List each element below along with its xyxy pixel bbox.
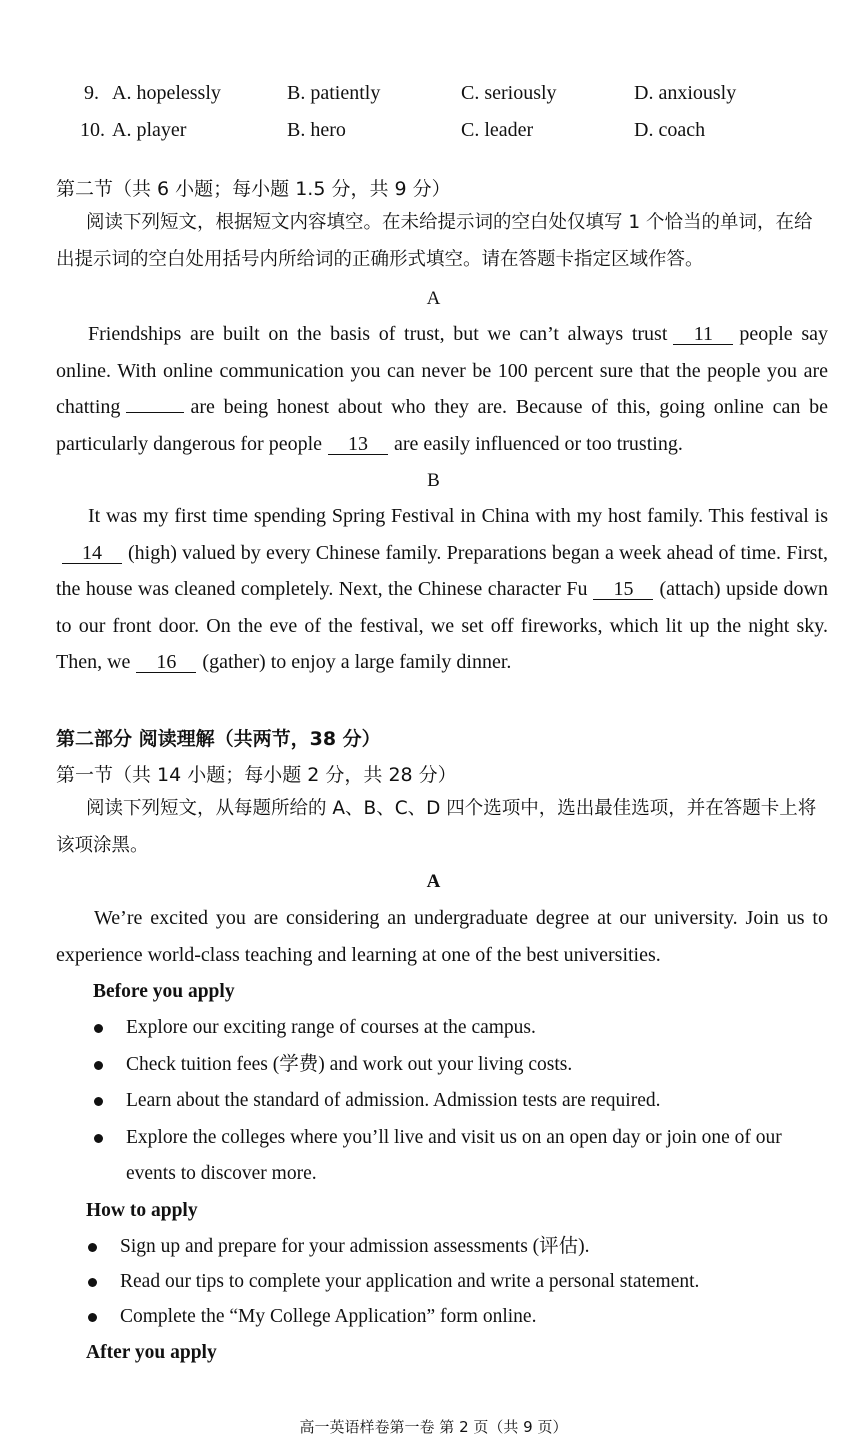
bullet-icon (94, 1024, 103, 1033)
part-heading: 第二部分 阅读理解（共两节，38 分） (56, 728, 381, 750)
passage-label: B (427, 470, 440, 491)
page-footer: 高一英语样卷第一卷 第 2 页（共 9 页） (299, 1418, 568, 1436)
blank-12[interactable] (126, 412, 184, 413)
passage-text: (gather) to enjoy a large family dinner. (202, 651, 512, 673)
question-9-options (0, 82, 867, 112)
blank-16[interactable]: 16 (136, 652, 196, 673)
list-item-text: Complete the “My College Application” form online. (120, 1306, 537, 1327)
passage-label: A (426, 871, 441, 892)
section-instructions: 阅读下列短文，根据短文内容填空。在未给提示词的空白处仅填写 1 个恰当的单词，在给出提示词的空白处用括号内所给词的正确形式填空。请在答题卡指定区域作答。 (56, 212, 813, 270)
list-item (84, 1264, 824, 1300)
blank-13[interactable]: 13 (328, 434, 388, 455)
passage-text: are being honest about who they are. Because of this, going online can be particularly dangerous for people (56, 396, 828, 455)
option-c: C. seriously (461, 82, 557, 104)
blank-14[interactable]: 14 (62, 543, 122, 564)
section-instructions: 阅读下列短文，从每题所给的 A、B、C、D 四个选项中，选出最佳选项，并在答题卡上将该项涂黑。 (56, 798, 817, 856)
list-item (90, 1047, 830, 1083)
bullet-icon (88, 1313, 97, 1322)
bullet-icon (94, 1061, 103, 1070)
list-item-text: Explore our exciting range of courses at the campus. (126, 1017, 536, 1038)
option-d: D. coach (634, 119, 706, 141)
blank-15[interactable]: 15 (593, 579, 653, 600)
subheading-before-apply: Before you apply (93, 981, 235, 1002)
section-heading: 第二节（共 6 小题；每小题 1.5 分，共 9 分） (56, 178, 451, 200)
passage-b-text (56, 498, 828, 681)
subheading-how-to-apply: How to apply (86, 1200, 198, 1221)
passage-text: (high) valued by every Chinese family. Preparations began a week ahead of time. First, the house was cleaned completely. Next, the Chinese character Fu (56, 541, 828, 600)
passage-text: It was my first time spending Spring Festival in China with my host family. This festival is (88, 505, 828, 527)
passage-text: Friendships are built on the basis of trust, but we can’t always trust (88, 323, 668, 345)
subheading-after-apply: After you apply (86, 1342, 217, 1363)
question-number: 9. (84, 82, 99, 104)
list-item-text: Check tuition fees (学费) and work out your living costs. (126, 1054, 573, 1075)
list-item (90, 1010, 830, 1046)
passage-text: people say online. With online communication you can never be 100 percent sure that the people you are chatting (56, 323, 828, 418)
list-item (84, 1229, 824, 1265)
option-a: A. hopelessly (112, 82, 221, 104)
option-c: C. leader (461, 119, 534, 141)
passage-text: (attach) upside down to our front door. On the eve of the festival, we set off fireworks, which lit up the night sky. Then, we (56, 578, 828, 673)
section-heading: 第一节（共 14 小题；每小题 2 分，共 28 分） (56, 764, 457, 786)
option-a: A. player (112, 119, 187, 141)
bullet-icon (94, 1097, 103, 1106)
list-item-text: Explore the colleges where you’ll live and visit us on an open day or join one of our events to discover more. (126, 1127, 782, 1184)
passage-text: are easily influenced or too trusting. (394, 432, 683, 455)
option-d: D. anxiously (634, 82, 737, 104)
question-10-options (0, 119, 867, 149)
passage-label: A (426, 288, 441, 309)
passage-a-text (56, 316, 828, 462)
list-item-text: Read our tips to complete your application and write a personal statement. (120, 1271, 700, 1292)
question-number: 10. (80, 119, 105, 141)
list-item (90, 1083, 830, 1119)
list-item-text: Sign up and prepare for your admission assessments (评估). (120, 1236, 590, 1257)
blank-11[interactable]: 11 (673, 324, 733, 345)
option-b: B. patiently (287, 82, 381, 104)
list-item (84, 1299, 824, 1335)
list-item (90, 1120, 830, 1192)
option-b: B. hero (287, 119, 346, 141)
bullet-icon (88, 1278, 97, 1287)
passage-intro: We’re excited you are considering an undergraduate degree at our university. Join us to experience world-class teaching and learning at one of the best universities. (56, 907, 828, 966)
bullet-icon (88, 1243, 97, 1252)
bullet-icon (94, 1134, 103, 1143)
list-item-text: Learn about the standard of admission. Admission tests are required. (126, 1090, 661, 1111)
